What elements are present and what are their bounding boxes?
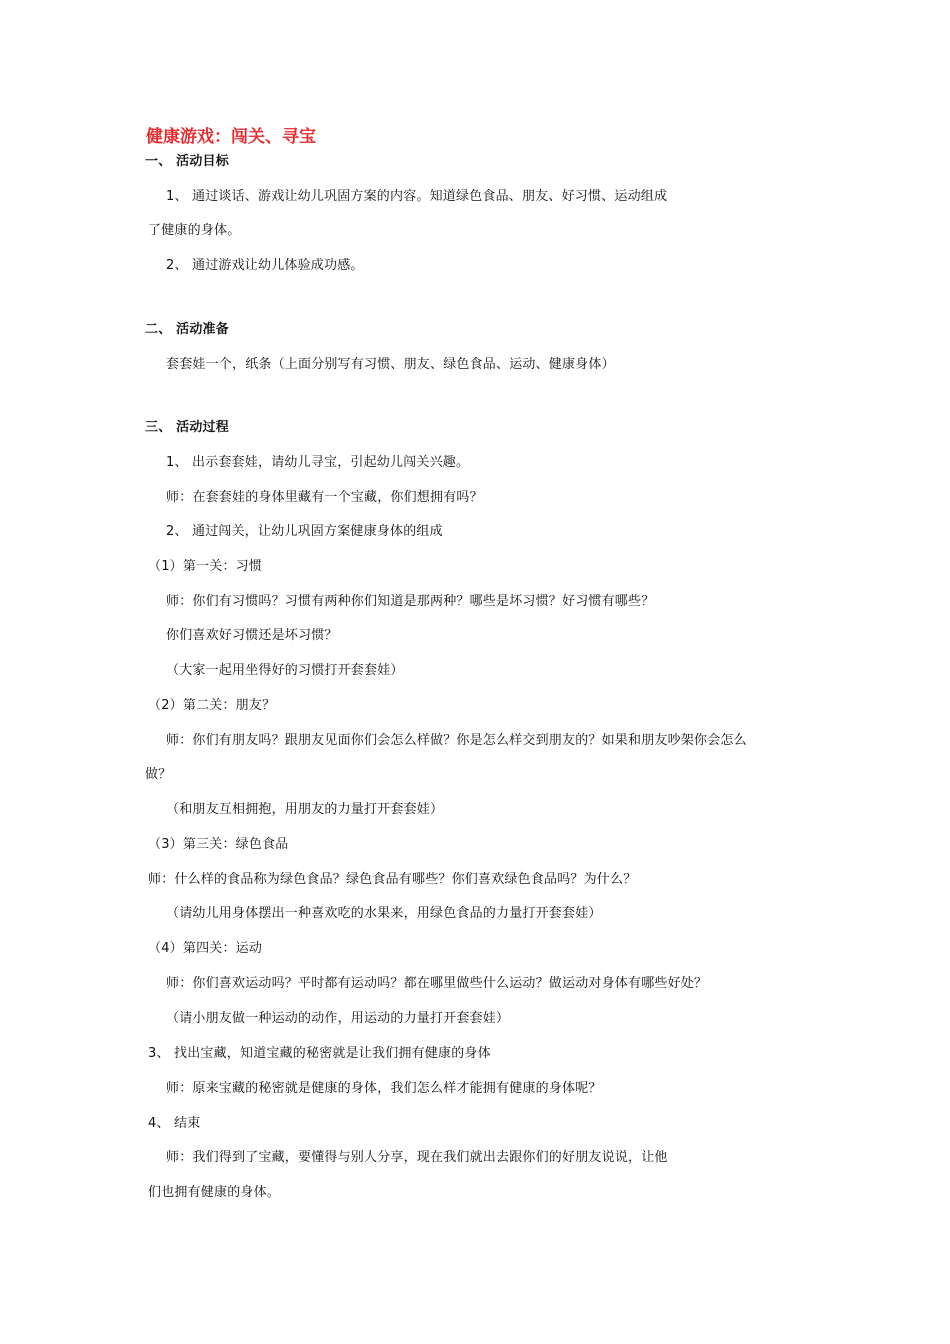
- paragraph: 了健康的身体。: [148, 223, 241, 238]
- paragraph: （大家一起用坐得好的习惯打开套套娃）: [166, 663, 404, 678]
- paragraph: 师：在套套娃的身体里藏有一个宝藏，你们想拥有吗？: [166, 490, 483, 505]
- paragraph: （2）第二关：朋友？: [148, 698, 276, 713]
- paragraph: （请幼儿用身体摆出一种喜欢吃的水果来，用绿色食品的力量打开套套娃）: [166, 906, 602, 921]
- paragraph: （3）第三关：绿色食品: [148, 837, 289, 852]
- paragraph: 2、 通过闯关，让幼儿巩固方案健康身体的组成: [166, 524, 443, 539]
- paragraph: 套套娃一个，纸条（上面分别写有习惯、朋友、绿色食品、运动、健康身体）: [166, 357, 615, 372]
- paragraph: （1）第一关：习惯: [148, 559, 263, 574]
- paragraph: 3、 找出宝藏，知道宝藏的秘密就是让我们拥有健康的身体: [148, 1046, 491, 1061]
- paragraph: （请小朋友做一种运动的动作，用运动的力量打开套套娃）: [166, 1011, 510, 1026]
- paragraph: 们也拥有健康的身体。: [148, 1185, 281, 1200]
- paragraph: （和朋友互相拥抱，用朋友的力量打开套套娃）: [166, 802, 444, 817]
- section-heading-prep: 二、 活动准备: [145, 322, 229, 337]
- paragraph: 师：原来宝藏的秘密就是健康的身体，我们怎么样才能拥有健康的身体呢？: [166, 1081, 602, 1096]
- paragraph: 4、 结束: [148, 1116, 201, 1131]
- paragraph: 师：什么样的食品称为绿色食品？绿色食品有哪些？你们喜欢绿色食品吗？为什么？: [148, 872, 637, 887]
- page-title: 健康游戏：闯关、寻宝: [146, 127, 316, 147]
- section-heading-goals: 一、 活动目标: [145, 154, 229, 169]
- paragraph: 2、 通过游戏让幼儿体验成功感。: [166, 258, 364, 273]
- paragraph: 师：我们得到了宝藏，要懂得与别人分享，现在我们就出去跟你们的好朋友说说，让他: [166, 1150, 668, 1165]
- paragraph: 师：你们喜欢运动吗？平时都有运动吗？都在哪里做些什么运动？做运动对身体有哪些好处？: [166, 976, 708, 991]
- section-heading-process: 三、 活动过程: [145, 420, 229, 435]
- paragraph: 师：你们有朋友吗？跟朋友见面你们会怎么样做？你是怎么样交到朋友的？如果和朋友吵架你会怎么: [166, 733, 747, 748]
- paragraph: 你们喜欢好习惯还是坏习惯？: [166, 628, 338, 643]
- paragraph: 1、 通过谈话、游戏让幼儿巩固方案的内容。知道绿色食品、朋友、好习惯、运动组成: [166, 189, 668, 204]
- paragraph: （4）第四关：运动: [148, 941, 263, 956]
- paragraph: 1、 出示套套娃，请幼儿寻宝，引起幼儿闯关兴趣。: [166, 455, 470, 470]
- paragraph: 做？: [145, 767, 172, 782]
- paragraph: 师：你们有习惯吗？习惯有两种你们知道是那两种？哪些是坏习惯？好习惯有哪些？: [166, 594, 655, 609]
